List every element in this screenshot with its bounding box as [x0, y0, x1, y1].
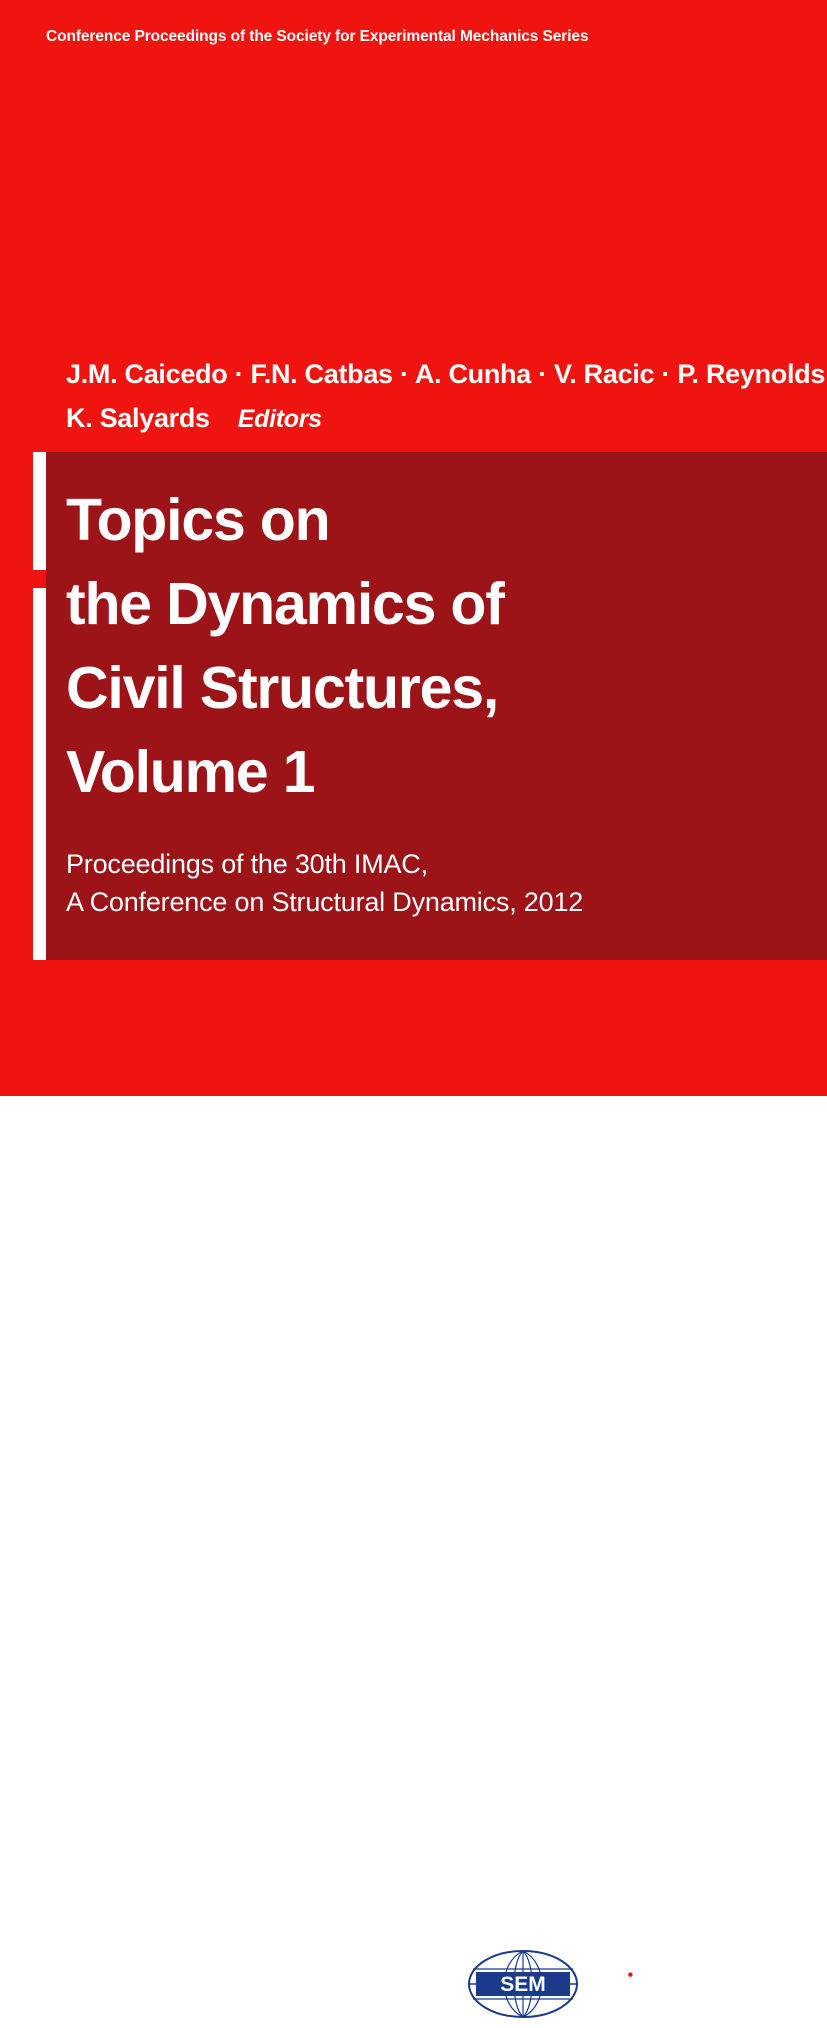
springer-wordmark: Springer	[674, 1958, 797, 1997]
title-line-4: Volume 1	[66, 739, 315, 805]
book-title	[66, 478, 766, 814]
editors-block	[66, 352, 826, 441]
subtitle-line-2: A Conference on Structural Dynamics, 2012	[66, 887, 584, 917]
editors-line-2	[66, 396, 786, 441]
sem-logo	[468, 1945, 578, 2023]
title-line-3: Civil Structures,	[66, 655, 499, 721]
book-subtitle	[66, 845, 766, 921]
spine-stripe-middle	[33, 588, 46, 960]
logo-strip	[0, 960, 827, 1997]
editors-label: Editors	[237, 405, 322, 433]
sem-logo-text: SEM	[500, 1973, 546, 1996]
title-line-2: the Dynamics of	[66, 571, 504, 637]
title-line-1: Topics on	[66, 487, 330, 553]
springer-knight-icon	[608, 1952, 664, 2014]
series-banner	[0, 0, 827, 64]
spine-stripe-top	[33, 452, 46, 570]
springer-logo	[608, 1950, 798, 2016]
series-title: Conference Proceedings of the Society for Experimental Mechanics Series	[46, 28, 589, 45]
editors-line-1: J.M. Caicedo · F.N. Catbas · A. Cunha · V. Racic · P. Reynolds	[66, 359, 826, 389]
subtitle-line-1: Proceedings of the 30th IMAC,	[66, 849, 428, 879]
editors-line-2-names: K. Salyards	[66, 403, 210, 433]
spine-background	[0, 452, 33, 960]
